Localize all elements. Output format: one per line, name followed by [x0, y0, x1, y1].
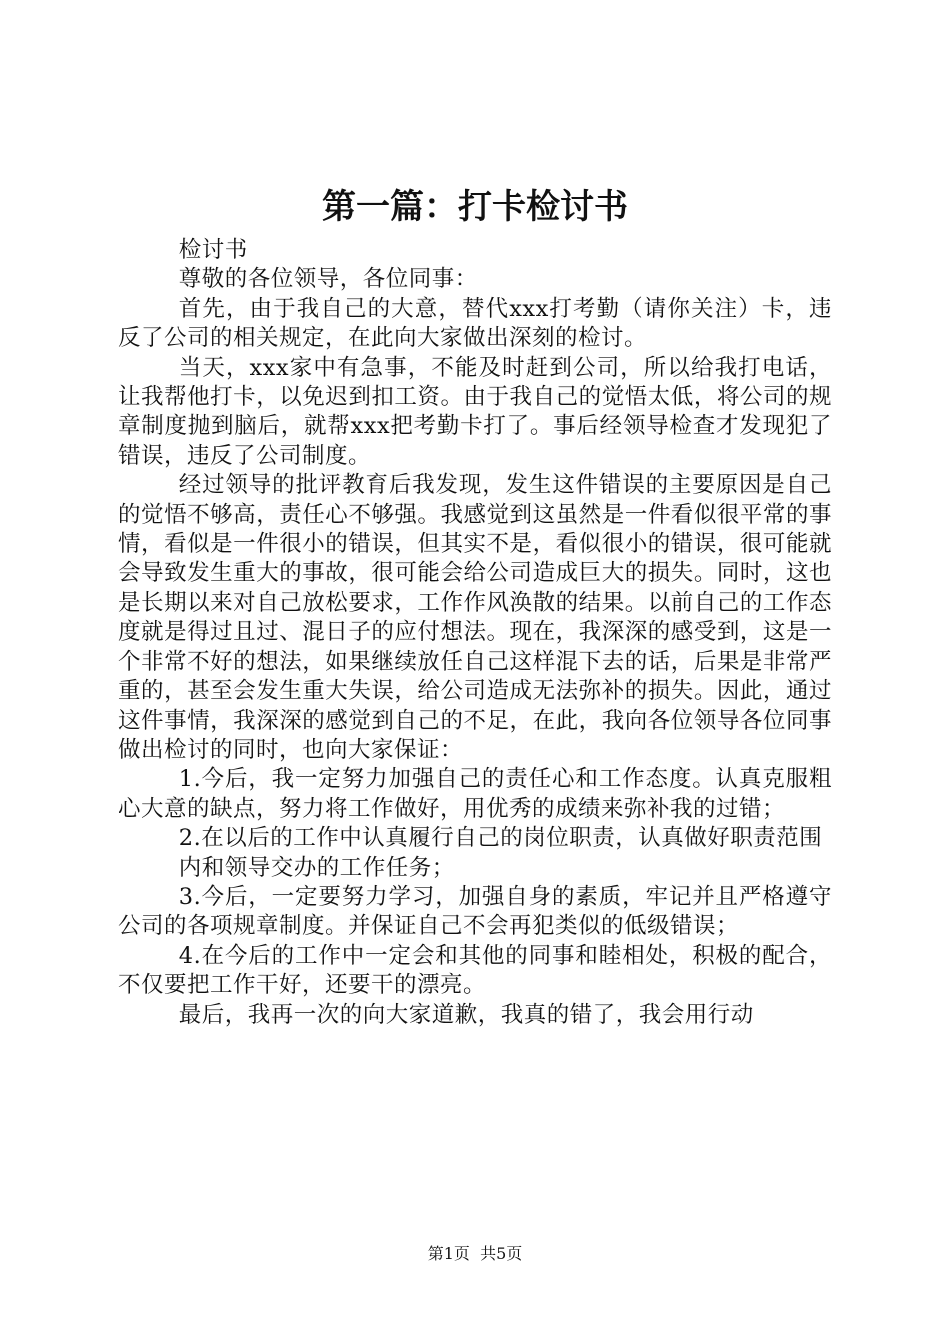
paragraph-salutation: 尊敬的各位领导，各位同事：	[178, 266, 478, 293]
list-item: 3.今后，一定要努力学习，加强自身的素质，牢记并且严格遵守公司的各项规章制度。并保证自己不会再犯类似的低级错误；	[118, 883, 832, 940]
document-body	[118, 236, 832, 1030]
list-item: 1.今后，我一定努力加强自己的责任心和工作态度。认真克服粗心大意的缺点，努力将工作做好，用优秀的成绩来弥补我的过错；	[118, 766, 832, 822]
page-total: 共5页	[480, 1244, 523, 1263]
document-title: 第一篇：打卡检讨书	[322, 187, 628, 227]
page-number: 第1页	[427, 1244, 470, 1263]
paragraph: 内和领导交办的工作任务；	[178, 854, 455, 881]
paragraph: 最后，我再一次的向大家道歉，我真的错了，我会用行动	[178, 1001, 754, 1028]
list-item: 4.在今后的工作中一定会和其他的同事和睦相处，积极的配合，不仅要把工作干好，还要干的漂亮。	[118, 942, 832, 999]
paragraph-heading: 检讨书	[178, 237, 248, 263]
paragraph: 首先，由于我自己的大意，替代xxx打考勤（请你关注）卡，违反了公司的相关规定，在此向大家做出深刻的检讨。	[118, 295, 832, 352]
list-item: 2.在以后的工作中认真履行自己的岗位职责，认真做好职责范围	[178, 825, 823, 852]
page-footer	[0, 1242, 950, 1266]
paragraph: 经过领导的批评教育后我发现，发生这件错误的主要原因是自己的觉悟不够高，责任心不够强。我感觉到这虽然是一件看似很平常的事情，看似是一件很小的错误，但其实不是，看似很小的错误，很可能就会导致发生重大的事故，很可能会给公司造成巨大的损失。同时，这也是长期以来对自己放松要求，工作作风涣散的结果。以前自己的工作态度就是得过且过、混日子的应付想法。现在，我深深的感受到，这是一个非常不好的想法，如果继续放任自己这样混下去的话，后果是非常严重的，甚至会发生重大失误，给公司造成无法弥补的损失。因此，通过这件事情，我深深的感觉到自己的不足，在此，我向各位领导各位同事做出检讨的同时，也向大家保证：	[118, 472, 832, 763]
paragraph: 当天，xxx家中有急事，不能及时赶到公司，所以给我打电话，让我帮他打卡，以免迟到扣工资。由于我自己的觉悟太低，将公司的规章制度抛到脑后，就帮xxx把考勤卡打了。事后经领导检查才发现犯了错误，违反了公司制度。	[118, 354, 832, 469]
